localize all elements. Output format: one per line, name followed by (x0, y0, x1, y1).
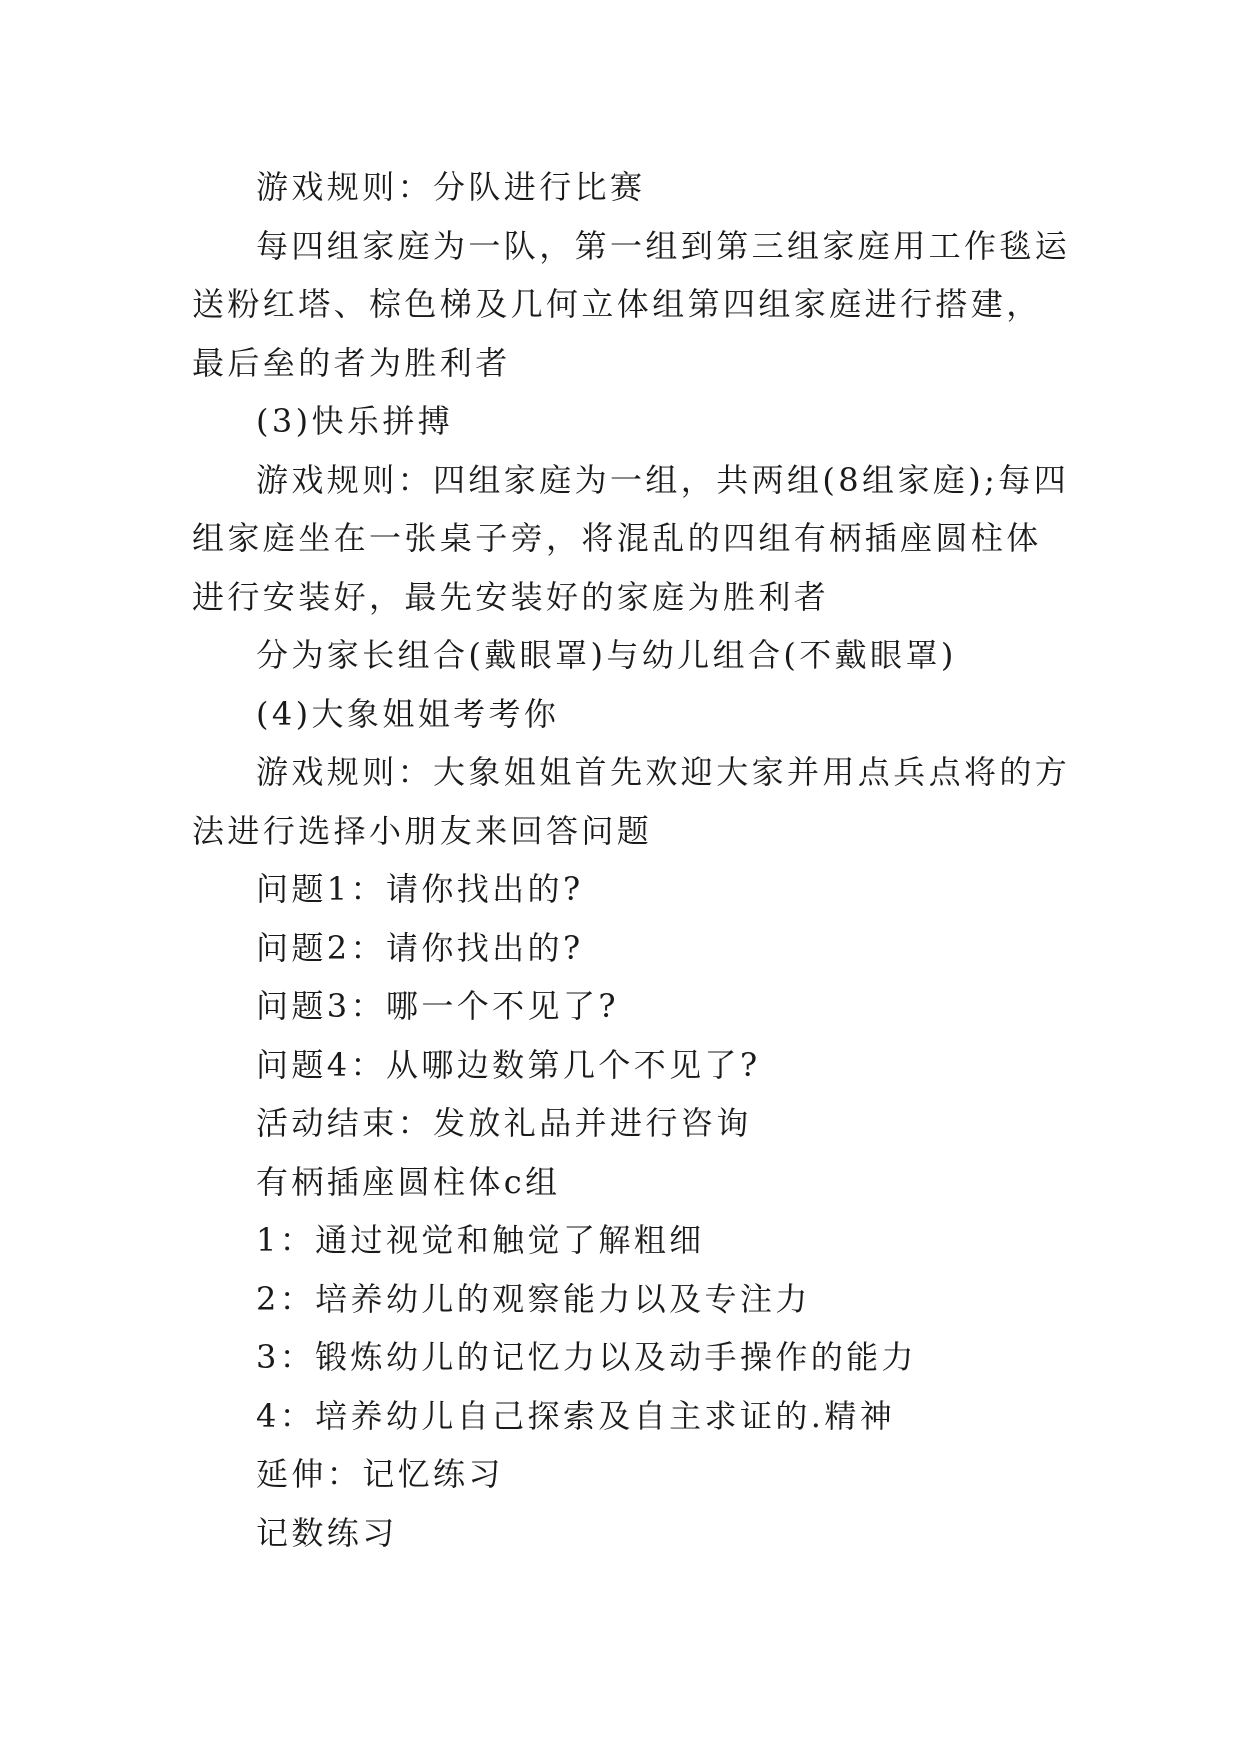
paragraph-activity-end: 活动结束：发放礼品并进行咨询 (256, 1104, 752, 1142)
heading-elephant-quiz: (4)大象姐姐考考你 (256, 694, 560, 733)
paragraph-game-rules-3: 游戏规则：大象姐姐首先欢迎大家并用点兵点将的方法进行选择小朋友来回答问题 (192, 753, 1071, 850)
heading-cylinder-block-c: 有柄插座圆柱体c组 (256, 1162, 561, 1201)
question-2: 问题2：请你找出的? (256, 928, 584, 967)
paragraph-game-rules-2: 游戏规则：四组家庭为一组，共两组(8组家庭);每四组家庭坐在一张桌子旁，将混乱的四组有柄插座圆柱体进行安装好，最先安装好的家庭为胜利者 (192, 460, 1070, 616)
question-1: 问题1：请你找出的? (256, 870, 584, 908)
goal-item-2: 2：培养幼儿的观察能力以及专注力 (256, 1279, 811, 1318)
heading-happy-struggle: (3)快乐拼搏 (256, 402, 454, 440)
paragraph-game-rules-1: 游戏规则：分队进行比赛 (256, 168, 646, 206)
paragraph-team-relay: 每四组家庭为一队，第一组到第三组家庭用工作毯运送粉红塔、棕色梯及几何立体组第四组家庭进行搭建，最后垒的者为胜利者 (192, 226, 1071, 382)
paragraph-extension: 延伸：记忆练习 (256, 1455, 504, 1493)
paragraph-counting-practice: 记数练习 (256, 1513, 398, 1552)
document-body (192, 158, 1072, 1562)
goal-item-1: 1：通过视觉和触觉了解粗细 (256, 1221, 705, 1259)
paragraph-grouping: 分为家长组合(戴眼罩)与幼儿组合(不戴眼罩) (256, 636, 957, 674)
goal-item-3: 3：锻炼幼儿的记忆力以及动手操作的能力 (256, 1338, 917, 1376)
question-3: 问题3：哪一个不见了? (256, 987, 619, 1025)
goal-item-4: 4：培养幼儿自己探索及自主求证的.精神 (256, 1396, 896, 1435)
question-4: 问题4：从哪边数第几个不见了? (256, 1045, 761, 1084)
